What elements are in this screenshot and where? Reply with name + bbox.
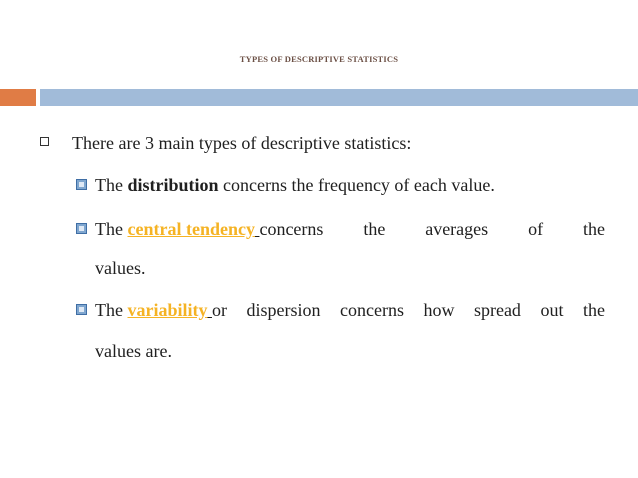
blue-square-icon	[76, 223, 87, 234]
blue-square-icon	[76, 179, 87, 190]
item3-continuation: values are.	[95, 341, 172, 361]
blue-square-icon	[76, 304, 87, 315]
bullet-item-central-tendency	[95, 218, 605, 240]
item1-rest: concerns the frequency of each value.	[218, 175, 495, 195]
item2-lead	[95, 218, 323, 240]
item2-w4: of	[528, 219, 544, 239]
item3-lead	[95, 299, 227, 321]
item3-prefix: The	[95, 300, 128, 320]
item2-w2: the	[363, 219, 386, 239]
item2-w5: the	[582, 219, 605, 239]
hollow-square-icon	[40, 137, 49, 146]
item3-w2: dispersion	[246, 300, 321, 320]
item2-continuation: values.	[95, 258, 146, 278]
item3-w1: or	[211, 300, 227, 320]
item1-term: distribution	[127, 175, 219, 195]
item2-w3: averages	[425, 219, 489, 239]
item3-term: variability	[127, 300, 208, 320]
item3-w4: how	[423, 300, 455, 320]
item3-w5: spread	[473, 300, 521, 320]
slide-title: TYPES OF DESCRIPTIVE STATISTICS	[239, 54, 399, 64]
bullet-intro: There are 3 main types of descriptive statistics:	[72, 133, 412, 153]
bullet-item-distribution	[95, 174, 495, 196]
item3-w6: out	[540, 300, 564, 320]
item3-w7: the	[582, 300, 605, 320]
bullet-item-variability	[95, 299, 605, 321]
item2-term: central tendency	[127, 219, 255, 239]
item3-w3: concerns	[339, 300, 404, 320]
item1-prefix: The	[95, 175, 128, 195]
item2-w1: concerns	[259, 219, 324, 239]
item2-prefix: The	[95, 219, 128, 239]
